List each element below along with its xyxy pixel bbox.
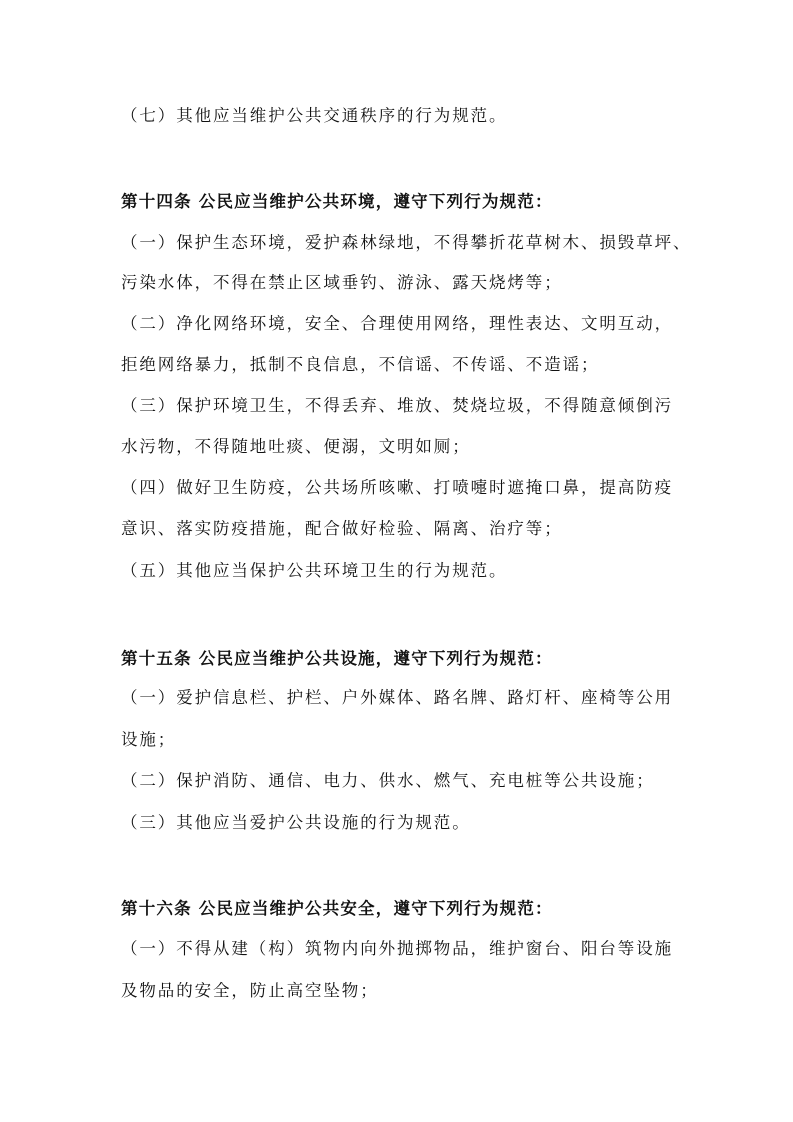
clause-item: （三）其他应当爱护公共设施的行为规范。 — [121, 813, 471, 832]
clause-item: （一）保护生态环境，爱护森林绿地，不得攀折花草树木、损毁草坪、 — [121, 233, 692, 252]
clause-item: （四）做好卫生防疫，公共场所咳嗽、打喷嚏时遮掩口鼻，提高防疫 — [121, 478, 673, 497]
clause-continuation: 及物品的安全，防止高空坠物； — [121, 981, 379, 1000]
clause-continuation: 设施； — [121, 730, 177, 749]
article-heading: 第十四条 公民应当维护公共环境，遵守下列行为规范： — [121, 192, 553, 211]
clause-continuation: 意识、落实防疫措施，配合做好检验、隔离、治疗等； — [121, 519, 563, 538]
clause-item: （一）爱护信息栏、护栏、户外媒体、路名牌、路灯杆、座椅等公用 — [121, 688, 673, 707]
clause-item: （二）净化网络环境，安全、合理使用网络，理性表达、文明互动， — [121, 314, 673, 333]
clause-continuation: 拒绝网络暴力，抵制不良信息，不信谣、不传谣、不造谣； — [121, 355, 600, 374]
article-heading: 第十五条 公民应当维护公共设施，遵守下列行为规范： — [121, 649, 553, 668]
clause-continuation: 水污物，不得随地吐痰、便溺，文明如厕； — [121, 437, 471, 456]
article-heading: 第十六条 公民应当维护公共安全，遵守下列行为规范： — [121, 899, 553, 918]
clause-item: （七）其他应当维护公共交通秩序的行为规范。 — [121, 106, 508, 125]
clause-item: （五）其他应当保护公共环境卫生的行为规范。 — [121, 561, 508, 580]
clause-item: （一）不得从建（构）筑物内向外抛掷物品，维护窗台、阳台等设施 — [121, 939, 673, 958]
clause-continuation: 污染水体，不得在禁止区域垂钓、游泳、露天烧烤等； — [121, 273, 563, 292]
clause-item: （三）保护环境卫生，不得丢弃、堆放、焚烧垃圾，不得随意倾倒污 — [121, 396, 673, 415]
clause-item: （二）保护消防、通信、电力、供水、燃气、充电桩等公共设施； — [121, 771, 655, 790]
